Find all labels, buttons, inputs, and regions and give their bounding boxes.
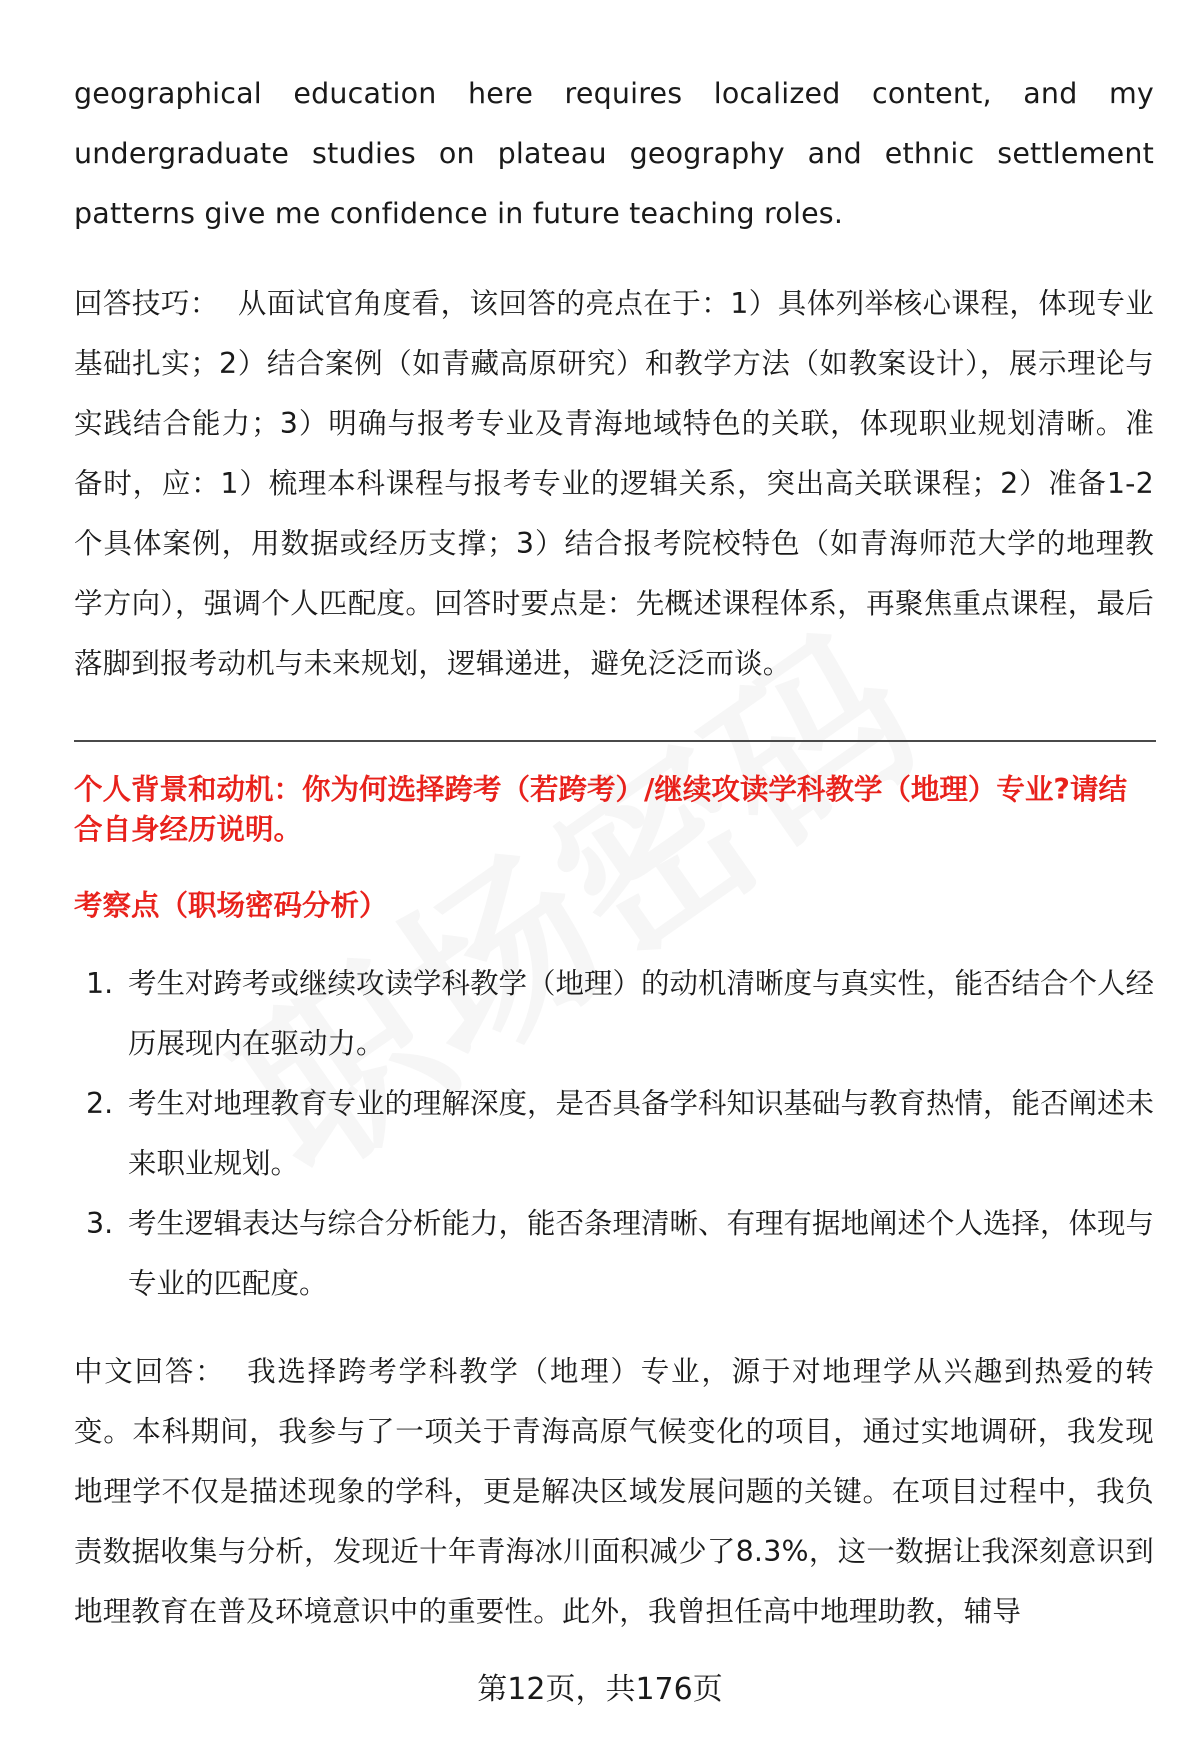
section-divider <box>74 740 1156 742</box>
intro-text: geographical education here requires localized content, and my undergraduate studies on plateau geography and ethnic settlement patterns give me confidence in future teaching roles. <box>74 77 1154 230</box>
answer-text: 我选择跨考学科教学（地理）专业，源于对地理学从兴趣到热爱的转变。本科期间，我参与了一项关于青海高原气候变化的项目，通过实地调研，我发现地理学不仅是描述现象的学科，更是解决区域发展问题的关键。在项目过程中，我负责数据收集与分析，发现近十年青海冰川面积减少了8.3%，这一数据让我深刻意识到地理教育在普及环境意识中的重要性。此外，我曾担任高中地理助教，辅导 <box>74 1355 1154 1628</box>
answer-paragraph <box>74 1342 1154 1642</box>
analysis-subtitle: 考察点（职场密码分析） <box>74 889 388 922</box>
list-item <box>74 1194 1154 1314</box>
list-item-number: 2. <box>86 1087 114 1120</box>
analysis-points-list <box>74 954 1154 1314</box>
list-item-number: 3. <box>86 1207 114 1240</box>
tips-text: 从面试官角度看，该回答的亮点在于：1）具体列举核心课程，体现专业基础扎实；2）结合案例（如青藏高原研究）和教学方法（如教案设计），展示理论与实践结合能力；3）明确与报考专业及青海地域特色的关联，体现职业规划清晰。准备时，应：1）梳理本科课程与报考专业的逻辑关系，突出高关联课程；2）准备1-2个具体案例，用数据或经历支撑；3）结合报考院校特色（如青海师范大学的地理教学方向），强调个人匹配度。回答时要点是：先概述课程体系，再聚焦重点课程，最后落脚到报考动机与未来规划，逻辑递进，避免泛泛而谈。 <box>74 287 1154 680</box>
question-title: 个人背景和动机：你为何选择跨考（若跨考）/继续攻读学科教学（地理）专业?请结合自身经历说明。 <box>74 773 1127 846</box>
list-item-number: 1. <box>86 967 114 1000</box>
list-item-text: 考生对地理教育专业的理解深度，是否具备学科知识基础与教育热情，能否阐述未来职业规划。 <box>128 1087 1155 1180</box>
tips-paragraph <box>74 274 1154 694</box>
tips-label: 回答技巧： <box>74 287 219 320</box>
page-number: 第12页，共176页 <box>477 1672 723 1707</box>
list-item <box>74 1074 1154 1194</box>
answer-label: 中文回答： <box>74 1355 226 1388</box>
intro-paragraph <box>74 64 1154 244</box>
list-item-text: 考生对跨考或继续攻读学科教学（地理）的动机清晰度与真实性，能否结合个人经历展现内在驱动力。 <box>128 967 1155 1060</box>
list-item <box>74 954 1154 1074</box>
list-item-text: 考生逻辑表达与综合分析能力，能否条理清晰、有理有据地阐述个人选择，体现与专业的匹配度。 <box>128 1207 1155 1300</box>
